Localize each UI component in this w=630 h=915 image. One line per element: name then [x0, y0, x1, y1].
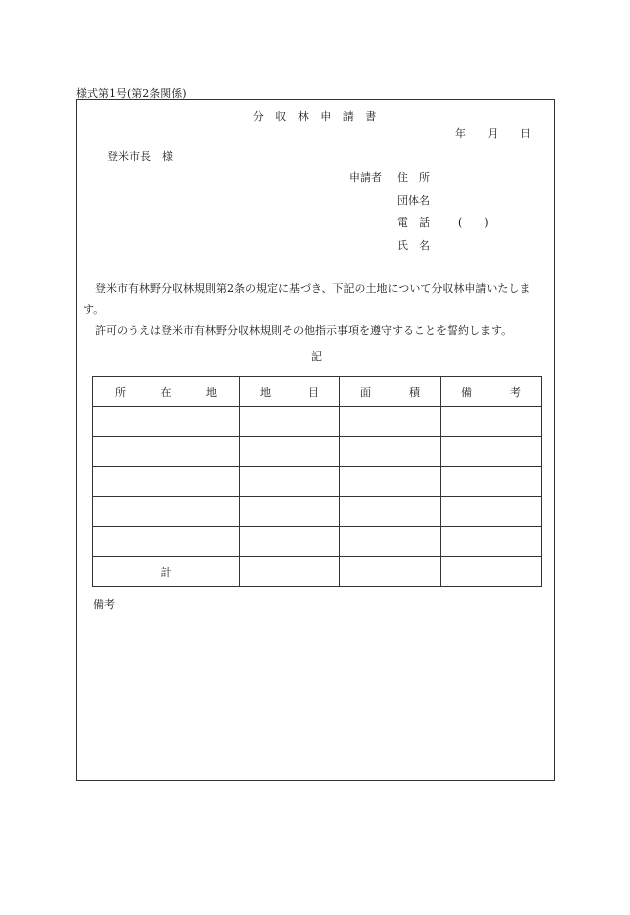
location-cell[interactable]: [93, 467, 240, 497]
ki-heading: 記: [311, 350, 322, 363]
header-land-category: 地 目: [240, 377, 340, 407]
land-category-cell[interactable]: [240, 527, 340, 557]
table-row: [93, 527, 542, 557]
header-area: 面 積: [340, 377, 441, 407]
date-line: 年 月 日: [455, 127, 531, 140]
statement-paragraph-1: 登米市有林野分収林規則第2条の規定に基づき、下記の土地について分収林申請いたします。: [83, 282, 531, 316]
application-form-frame: [76, 99, 555, 781]
land-category-cell[interactable]: [240, 497, 340, 527]
area-cell[interactable]: [340, 407, 441, 437]
form-title: 分 収 林 申 請 書: [252, 110, 381, 123]
area-cell[interactable]: [340, 437, 441, 467]
total-land-category-cell[interactable]: [240, 557, 340, 587]
applicant-name-label: 氏 名: [397, 239, 430, 252]
table-row: [93, 467, 542, 497]
applicant-organization-label: 団体名: [397, 194, 430, 207]
statement-paragraph-2: 許可のうえは登米市有林野分収林規則その他指示事項を遵守することを誓約します。: [95, 324, 513, 337]
table-header-row: [93, 377, 542, 407]
application-statement: [83, 278, 551, 341]
addressee: 登米市長 様: [107, 150, 173, 163]
notes-cell[interactable]: [441, 497, 542, 527]
applicant-telephone-label: 電 話: [397, 216, 430, 229]
land-category-cell[interactable]: [240, 407, 340, 437]
land-table: [92, 376, 542, 587]
form-number: 様式第1号(第2条関係): [76, 87, 187, 100]
notes-cell[interactable]: [441, 527, 542, 557]
table-row: [93, 497, 542, 527]
remarks-label: 備考: [93, 598, 115, 611]
applicant-label: 申請者: [349, 171, 382, 184]
location-cell[interactable]: [93, 527, 240, 557]
area-cell[interactable]: [340, 497, 441, 527]
area-cell[interactable]: [340, 527, 441, 557]
notes-cell[interactable]: [441, 437, 542, 467]
notes-cell[interactable]: [441, 467, 542, 497]
location-cell[interactable]: [93, 497, 240, 527]
header-notes: 備 考: [441, 377, 542, 407]
applicant-address-label: 住 所: [397, 171, 430, 184]
table-total-row: [93, 557, 542, 587]
total-area-cell[interactable]: [340, 557, 441, 587]
notes-cell[interactable]: [441, 407, 542, 437]
location-cell[interactable]: [93, 437, 240, 467]
land-category-cell[interactable]: [240, 437, 340, 467]
area-cell[interactable]: [340, 467, 441, 497]
total-notes-cell[interactable]: [441, 557, 542, 587]
location-cell[interactable]: [93, 407, 240, 437]
land-category-cell[interactable]: [240, 467, 340, 497]
table-row: [93, 407, 542, 437]
telephone-parentheses: ( ): [458, 216, 489, 229]
total-label: 計: [160, 565, 172, 579]
header-location: 所 在 地: [93, 377, 240, 407]
table-row: [93, 437, 542, 467]
total-label-cell: [93, 557, 240, 587]
